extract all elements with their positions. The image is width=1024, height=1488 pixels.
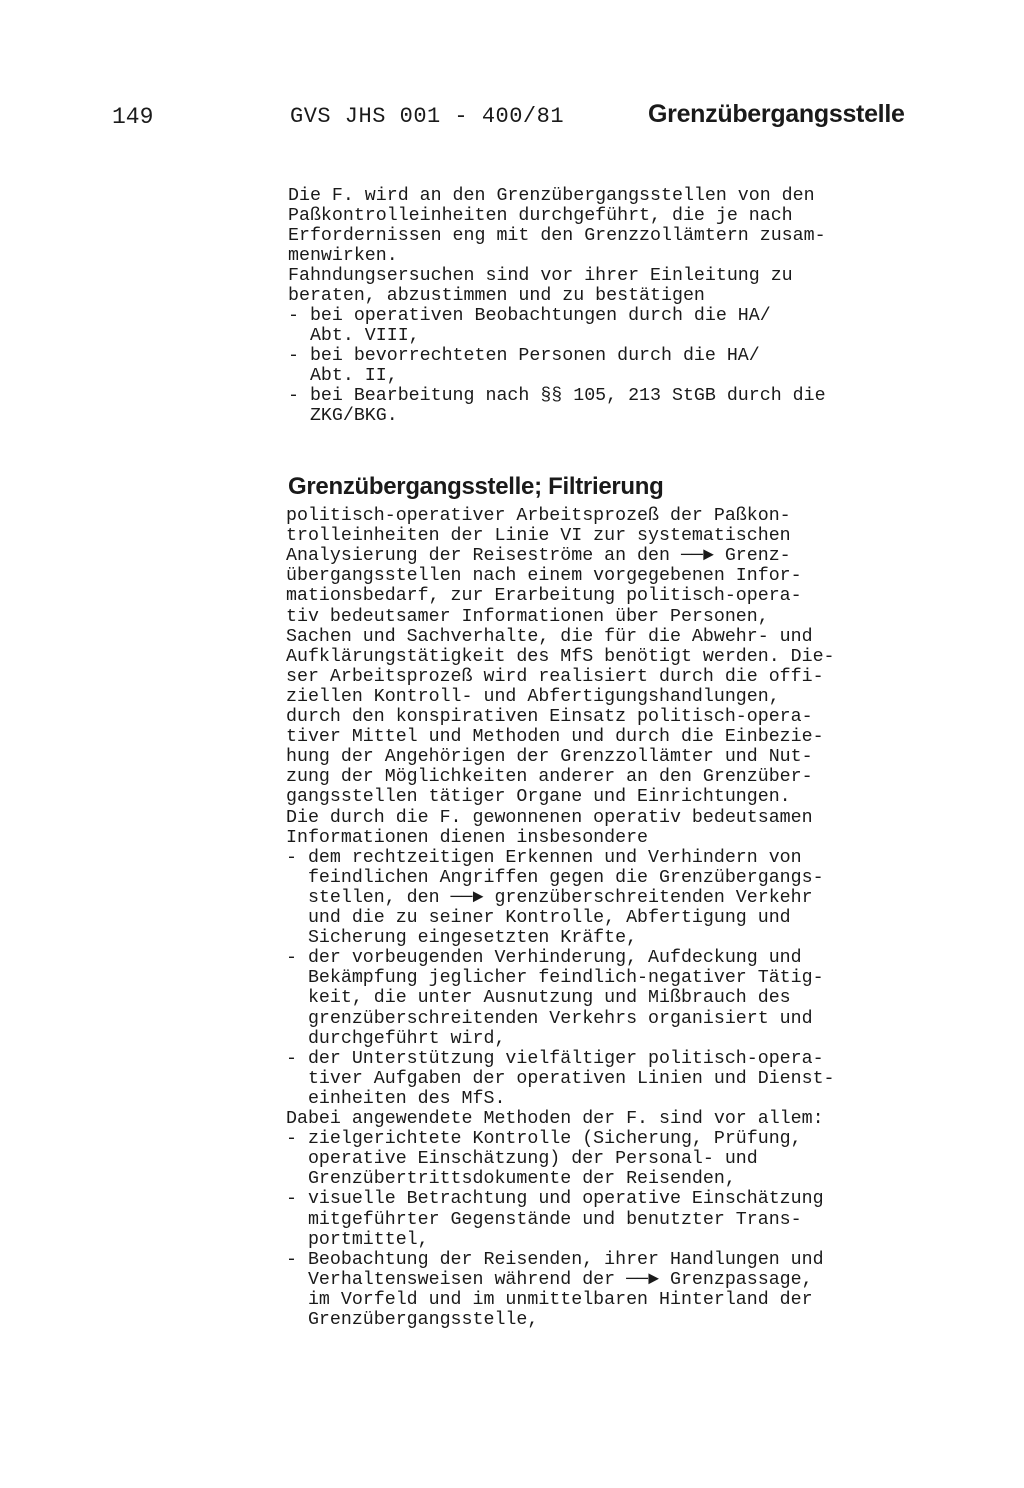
page-number: 149 — [112, 104, 154, 130]
text-line: - visuelle Betrachtung und operative Einschätzung — [286, 1189, 824, 1210]
text-line: ZKG/BKG. — [288, 406, 398, 426]
text-line: - bei Bearbeitung nach §§ 105, 213 StGB durch die — [288, 386, 826, 406]
text-line: Analysierung der Reiseströme an den ──► Grenz- — [286, 546, 791, 567]
section-heading: Grenzübergangsstelle; Filtrierung — [288, 473, 664, 500]
text-line: Dabei angewendete Methoden der F. sind vor allem: — [286, 1109, 824, 1129]
text-line: Bekämpfung jeglicher feindlich-negativer Tätig- — [286, 968, 824, 989]
text-line: - der vorbeugenden Verhinderung, Aufdeckung und — [286, 948, 802, 969]
text-line: operative Einschätzung) der Personal- und — [286, 1149, 758, 1170]
text-line: menwirken. — [288, 246, 398, 266]
text-line: Die durch die F. gewonnenen operativ bedeutsamen — [286, 807, 813, 828]
text-line: Sicherung eingesetzten Kräfte, — [286, 928, 638, 949]
text-line: beraten, abzustimmen und zu bestätigen — [288, 286, 705, 306]
text-line: ziellen Kontroll- und Abfertigungshandlungen, — [286, 686, 780, 707]
text-line: mitgeführter Gegenstände und benutzter Trans- — [286, 1209, 802, 1230]
document-reference: GVS JHS 001 - 400/81 — [290, 104, 565, 129]
text-line: politisch-operativer Arbeitsprozeß der Paßkon- — [286, 506, 791, 526]
text-line: übergangsstellen nach einem vorgegebenen Infor- — [286, 566, 802, 587]
text-line: Fahndungsersuchen sind vor ihrer Einleitung zu — [288, 266, 793, 286]
text-line: Erfordernissen eng mit den Grenzzollämtern zusam- — [288, 226, 826, 246]
text-line: und die zu seiner Kontrolle, Abfertigung und — [286, 908, 791, 928]
text-line: Grenzübergangsstelle, — [286, 1310, 539, 1330]
text-line: - der Unterstützung vielfältiger politisch-opera- — [286, 1048, 824, 1069]
text-line: Abt. VIII, — [288, 326, 420, 346]
text-line: - bei bevorrechteten Personen durch die HA/ — [288, 346, 760, 366]
text-line: einheiten des MfS. — [286, 1088, 506, 1109]
text-line: portmittel, — [286, 1229, 429, 1250]
text-line: tiver Mittel und Methoden und durch die Einbezie- — [286, 727, 824, 748]
text-line: tiv bedeutsamer Informationen über Personen, — [286, 606, 769, 627]
text-line: - bei operativen Beobachtungen durch die HA/ — [288, 306, 771, 326]
text-line: grenzüberschreitenden Verkehrs organisiert und — [286, 1008, 813, 1029]
text-line: Die F. wird an den Grenzübergangsstellen von den — [288, 186, 815, 206]
text-line: - zielgerichtete Kontrolle (Sicherung, Prüfung, — [286, 1129, 802, 1150]
text-line: feindlichen Angriffen gegen die Grenzübergangs- — [286, 867, 824, 888]
text-line: hung der Angehörigen der Grenzzollämter und Nut- — [286, 747, 813, 768]
text-line: - Beobachtung der Reisenden, ihrer Handlungen und — [286, 1249, 824, 1270]
text-line: im Vorfeld und im unmittelbaren Hinterland der — [286, 1289, 813, 1310]
text-line: Verhaltensweisen während der ──► Grenzpassage, — [286, 1269, 813, 1290]
text-line: Sachen und Sachverhalte, die für die Abwehr- und — [286, 626, 813, 647]
text-line: ser Arbeitsprozeß wird realisiert durch die offi- — [286, 666, 824, 687]
text-line: Aufklärungstätigkeit des MfS benötigt werden. Die- — [286, 646, 835, 667]
header-keyword: Grenzübergangsstelle — [648, 100, 905, 128]
text-line: durch den konspirativen Einsatz politisch-opera- — [286, 707, 813, 727]
text-line: - dem rechtzeitigen Erkennen und Verhindern von — [286, 847, 802, 868]
text-line: keit, die unter Ausnutzung und Mißbrauch des — [286, 988, 791, 1009]
text-line: trolleinheiten der Linie VI zur systematischen — [286, 526, 791, 547]
text-line: Abt. II, — [288, 366, 398, 386]
text-line: mationsbedarf, zur Erarbeitung politisch-opera- — [286, 586, 802, 607]
text-line: zung der Möglichkeiten anderer an den Grenzüber- — [286, 767, 813, 788]
text-line: Informationen dienen insbesondere — [286, 827, 649, 848]
text-line: gangsstellen tätiger Organe und Einrichtungen. — [286, 787, 791, 808]
text-line: Paßkontrolleinheiten durchgeführt, die je nach — [288, 206, 793, 226]
text-line: durchgeführt wird, — [286, 1028, 506, 1049]
text-line: tiver Aufgaben der operativen Linien und Dienst- — [286, 1068, 835, 1089]
text-line: stellen, den ──► grenzüberschreitenden Verkehr — [286, 887, 813, 908]
text-line: Grenzübertrittsdokumente der Reisenden, — [286, 1169, 736, 1190]
